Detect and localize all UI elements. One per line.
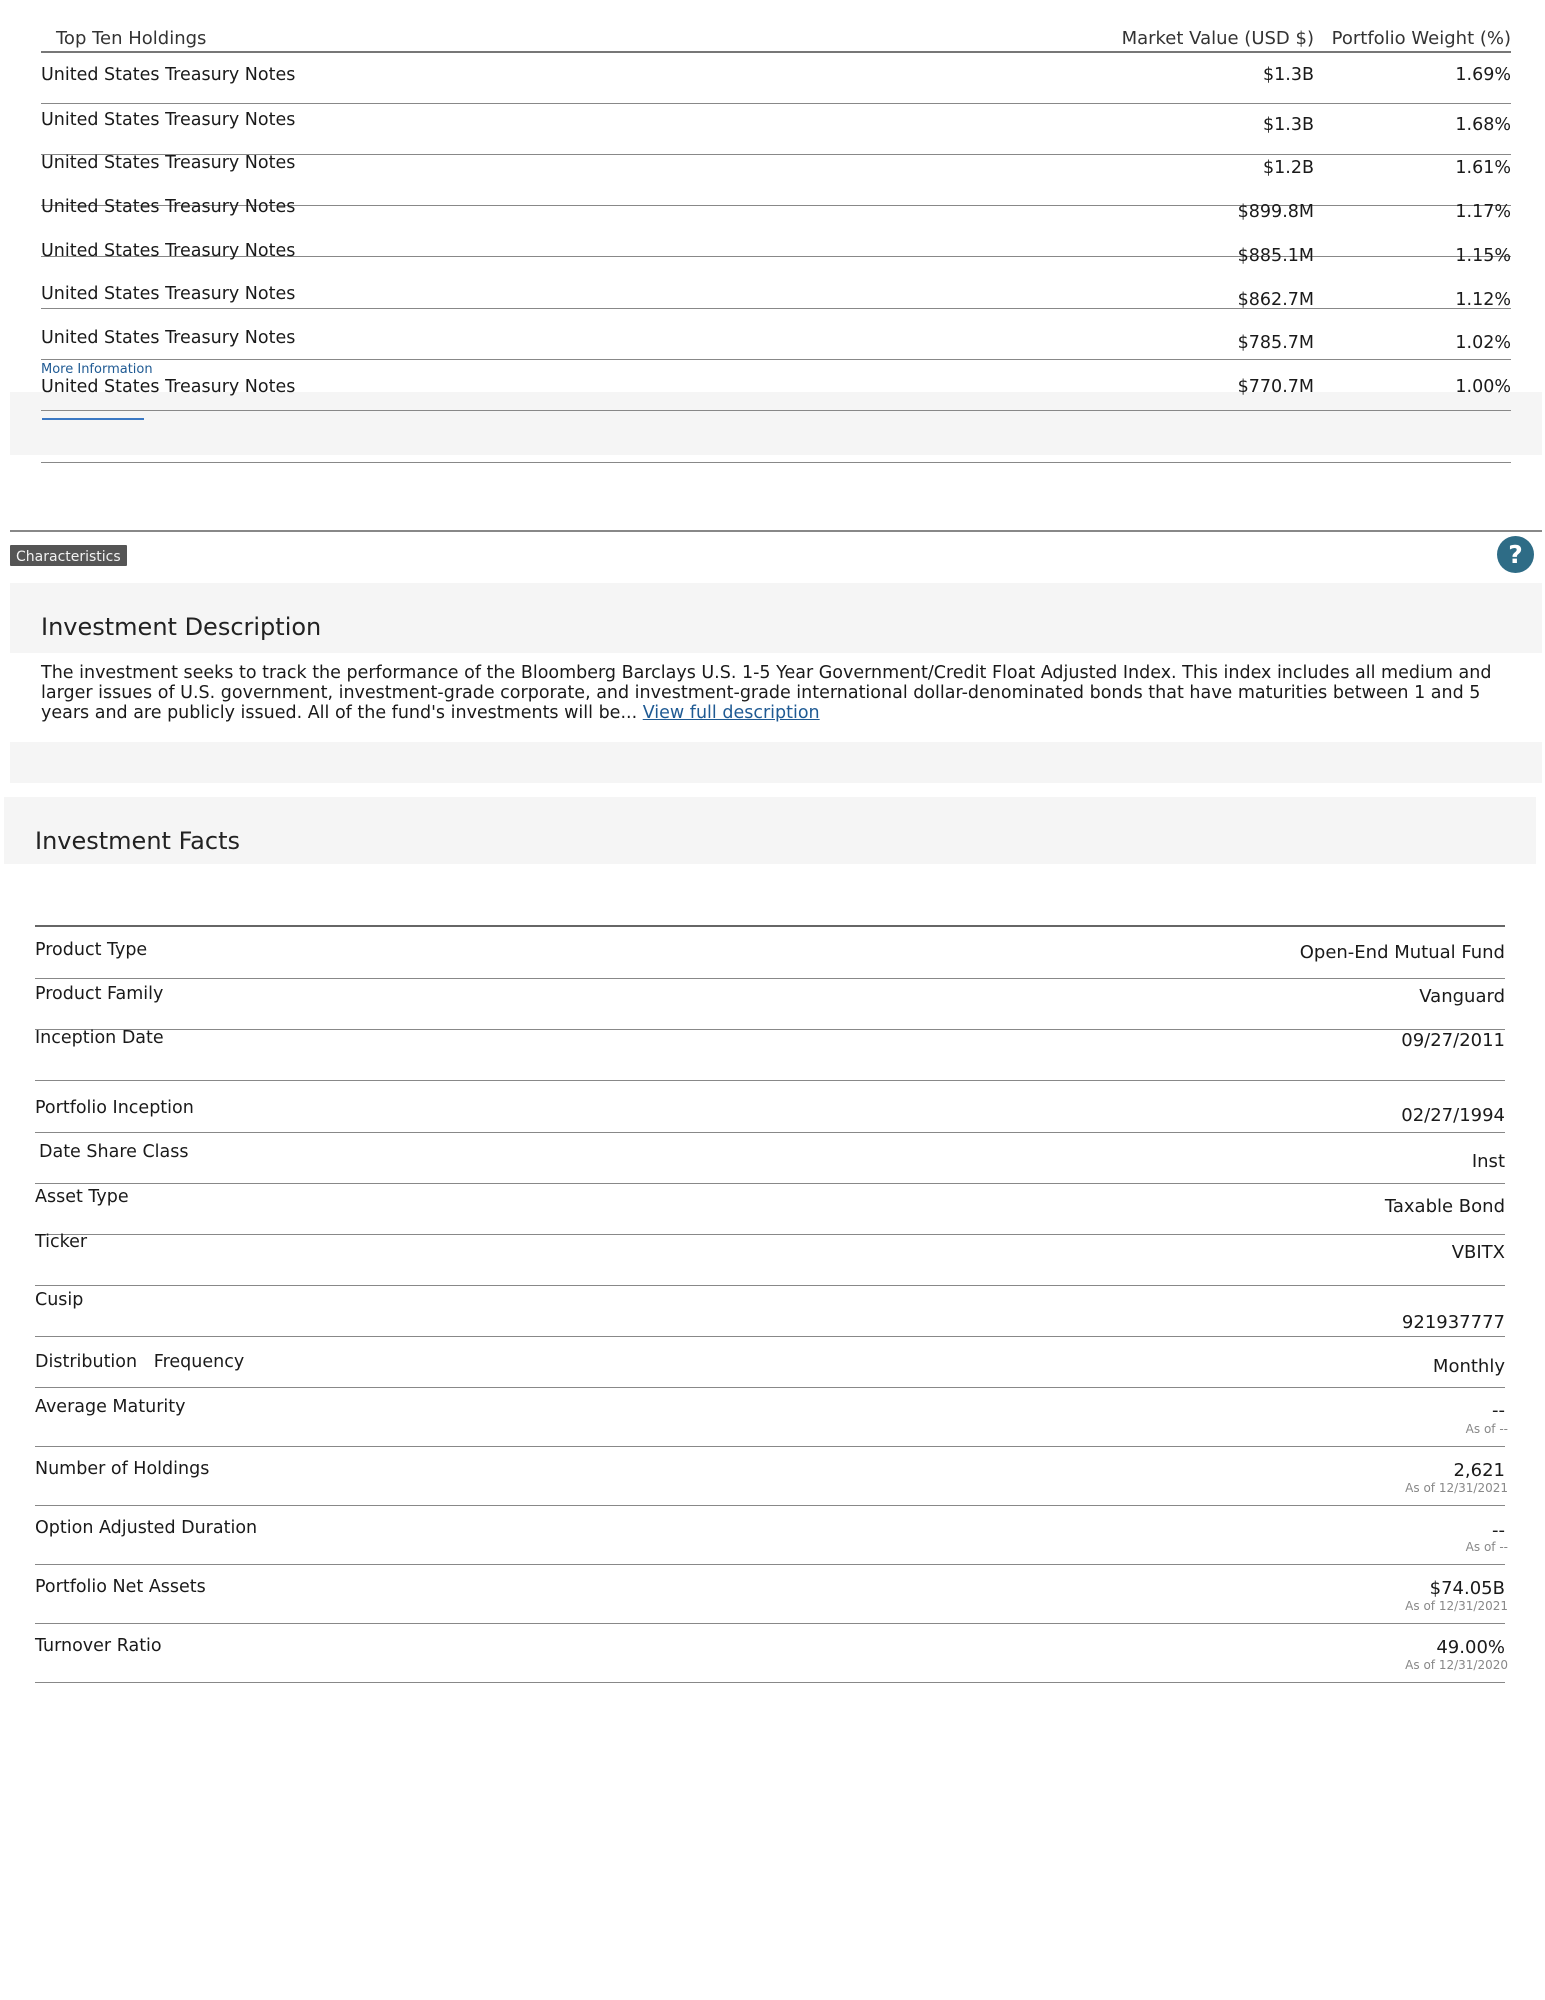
- description-body: The investment seeks to track the performance of the Bloomberg Barclays U.S. 1-5 Year Government/Credit Float Adjusted Index. This index includes all medium and larger issues of U.S. government, investment-grade corporate, and investment-grade international dollar-denominated bonds that have maturities between 1 and 5 years and are publicly issued. All of the fund's investments will be...: [41, 663, 1492, 723]
- row-divider: [35, 1234, 1505, 1235]
- holding-market-value: $770.7M: [1237, 377, 1314, 397]
- holding-name: United States Treasury Notes: [41, 328, 296, 348]
- fact-value: --: [1492, 1520, 1505, 1541]
- row-divider: [41, 410, 1511, 411]
- as-of-date: As of --: [1465, 1540, 1508, 1554]
- top-holdings-title: Top Ten Holdings: [56, 28, 207, 49]
- row-divider: [35, 978, 1505, 979]
- holding-market-value: $862.7M: [1237, 290, 1314, 310]
- fact-label: Distribution Frequency: [35, 1352, 245, 1372]
- row-divider: [35, 1183, 1505, 1184]
- fact-value: Monthly: [1432, 1356, 1505, 1377]
- row-divider: [35, 1387, 1505, 1388]
- holding-weight: 1.02%: [1455, 333, 1511, 353]
- investment-description-title: Investment Description: [41, 613, 322, 641]
- row-divider: [35, 1029, 1505, 1030]
- more-information-link[interactable]: More Information: [41, 362, 153, 377]
- row-divider: [41, 359, 1511, 360]
- holding-market-value: $885.1M: [1237, 246, 1314, 266]
- holding-weight: 1.17%: [1455, 202, 1511, 222]
- holding-weight: 1.00%: [1455, 377, 1511, 397]
- fact-label: Asset Type: [35, 1187, 129, 1207]
- fact-value: $74.05B: [1429, 1578, 1505, 1599]
- characteristics-tab[interactable]: Characteristics: [10, 545, 127, 566]
- section-bottom-divider: [41, 462, 1511, 463]
- row-divider: [35, 1336, 1505, 1337]
- as-of-date: As of --: [1465, 1422, 1508, 1436]
- description-footer-band: [10, 742, 1542, 783]
- fact-label: Date Share Class: [39, 1142, 189, 1162]
- holding-weight: 1.68%: [1455, 115, 1511, 135]
- fact-label: Option Adjusted Duration: [35, 1518, 258, 1538]
- characteristics-divider: [10, 530, 1542, 532]
- holding-name: United States Treasury Notes: [41, 153, 296, 173]
- fact-label: Product Family: [35, 984, 164, 1004]
- holding-market-value: $785.7M: [1237, 333, 1314, 353]
- holding-market-value: $1.2B: [1263, 158, 1314, 178]
- holding-name: United States Treasury Notes: [41, 284, 296, 304]
- fact-value: 2,621: [1453, 1460, 1505, 1481]
- fact-value: 02/27/1994: [1401, 1105, 1505, 1126]
- row-divider: [35, 1132, 1505, 1133]
- fact-value: Vanguard: [1419, 986, 1505, 1007]
- fact-label: Average Maturity: [35, 1397, 186, 1417]
- fact-label: Portfolio Inception: [35, 1098, 194, 1118]
- fact-value: 921937777: [1401, 1312, 1505, 1333]
- view-full-description-link[interactable]: View full description: [642, 703, 820, 723]
- fact-label: Ticker: [35, 1232, 88, 1252]
- investment-description-text: [41, 663, 1496, 723]
- holding-weight: 1.61%: [1455, 158, 1511, 178]
- holding-market-value: $1.3B: [1263, 65, 1314, 85]
- fact-value: VBITX: [1451, 1242, 1505, 1263]
- fact-label: Cusip: [35, 1290, 84, 1310]
- holding-weight: 1.12%: [1455, 290, 1511, 310]
- fact-label: Product Type: [35, 940, 148, 960]
- row-divider: [35, 1505, 1505, 1506]
- holding-weight: 1.69%: [1455, 65, 1511, 85]
- investment-facts-title: Investment Facts: [35, 827, 240, 855]
- row-divider: [41, 103, 1511, 104]
- row-divider: [35, 1080, 1505, 1081]
- holding-name: United States Treasury Notes: [41, 65, 296, 85]
- fact-value: 09/27/2011: [1401, 1030, 1505, 1051]
- holding-market-value: $899.8M: [1237, 202, 1314, 222]
- market-value-header: Market Value (USD $): [1121, 28, 1314, 49]
- holding-name: United States Treasury Notes: [41, 241, 296, 261]
- as-of-date: As of 12/31/2021: [1405, 1481, 1508, 1495]
- fact-label: Number of Holdings: [35, 1459, 210, 1479]
- row-divider: [35, 1623, 1505, 1624]
- more-information-underline: [42, 418, 144, 420]
- holding-name: United States Treasury Notes: [41, 110, 296, 130]
- row-divider: [35, 1446, 1505, 1447]
- fact-value: 49.00%: [1436, 1637, 1505, 1658]
- fact-label: Turnover Ratio: [35, 1636, 162, 1656]
- fact-label: Portfolio Net Assets: [35, 1577, 206, 1597]
- fact-label: Inception Date: [35, 1028, 164, 1048]
- facts-header-divider: [35, 925, 1505, 927]
- more-info-band: [10, 392, 1542, 455]
- holding-name: United States Treasury Notes: [41, 197, 296, 217]
- fact-value: Taxable Bond: [1384, 1196, 1505, 1217]
- help-icon[interactable]: ?: [1497, 536, 1534, 573]
- as-of-date: As of 12/31/2020: [1405, 1658, 1508, 1672]
- fact-value: Open-End Mutual Fund: [1299, 942, 1505, 963]
- fact-value: Inst: [1471, 1151, 1505, 1172]
- as-of-date: As of 12/31/2021: [1405, 1599, 1508, 1613]
- holding-name: United States Treasury Notes: [41, 377, 296, 397]
- row-divider: [35, 1682, 1505, 1683]
- header-divider: [41, 51, 1511, 53]
- holding-weight: 1.15%: [1455, 246, 1511, 266]
- fact-value: --: [1492, 1400, 1505, 1421]
- row-divider: [35, 1285, 1505, 1286]
- holding-market-value: $1.3B: [1263, 115, 1314, 135]
- portfolio-weight-header: Portfolio Weight (%): [1331, 28, 1511, 49]
- row-divider: [35, 1564, 1505, 1565]
